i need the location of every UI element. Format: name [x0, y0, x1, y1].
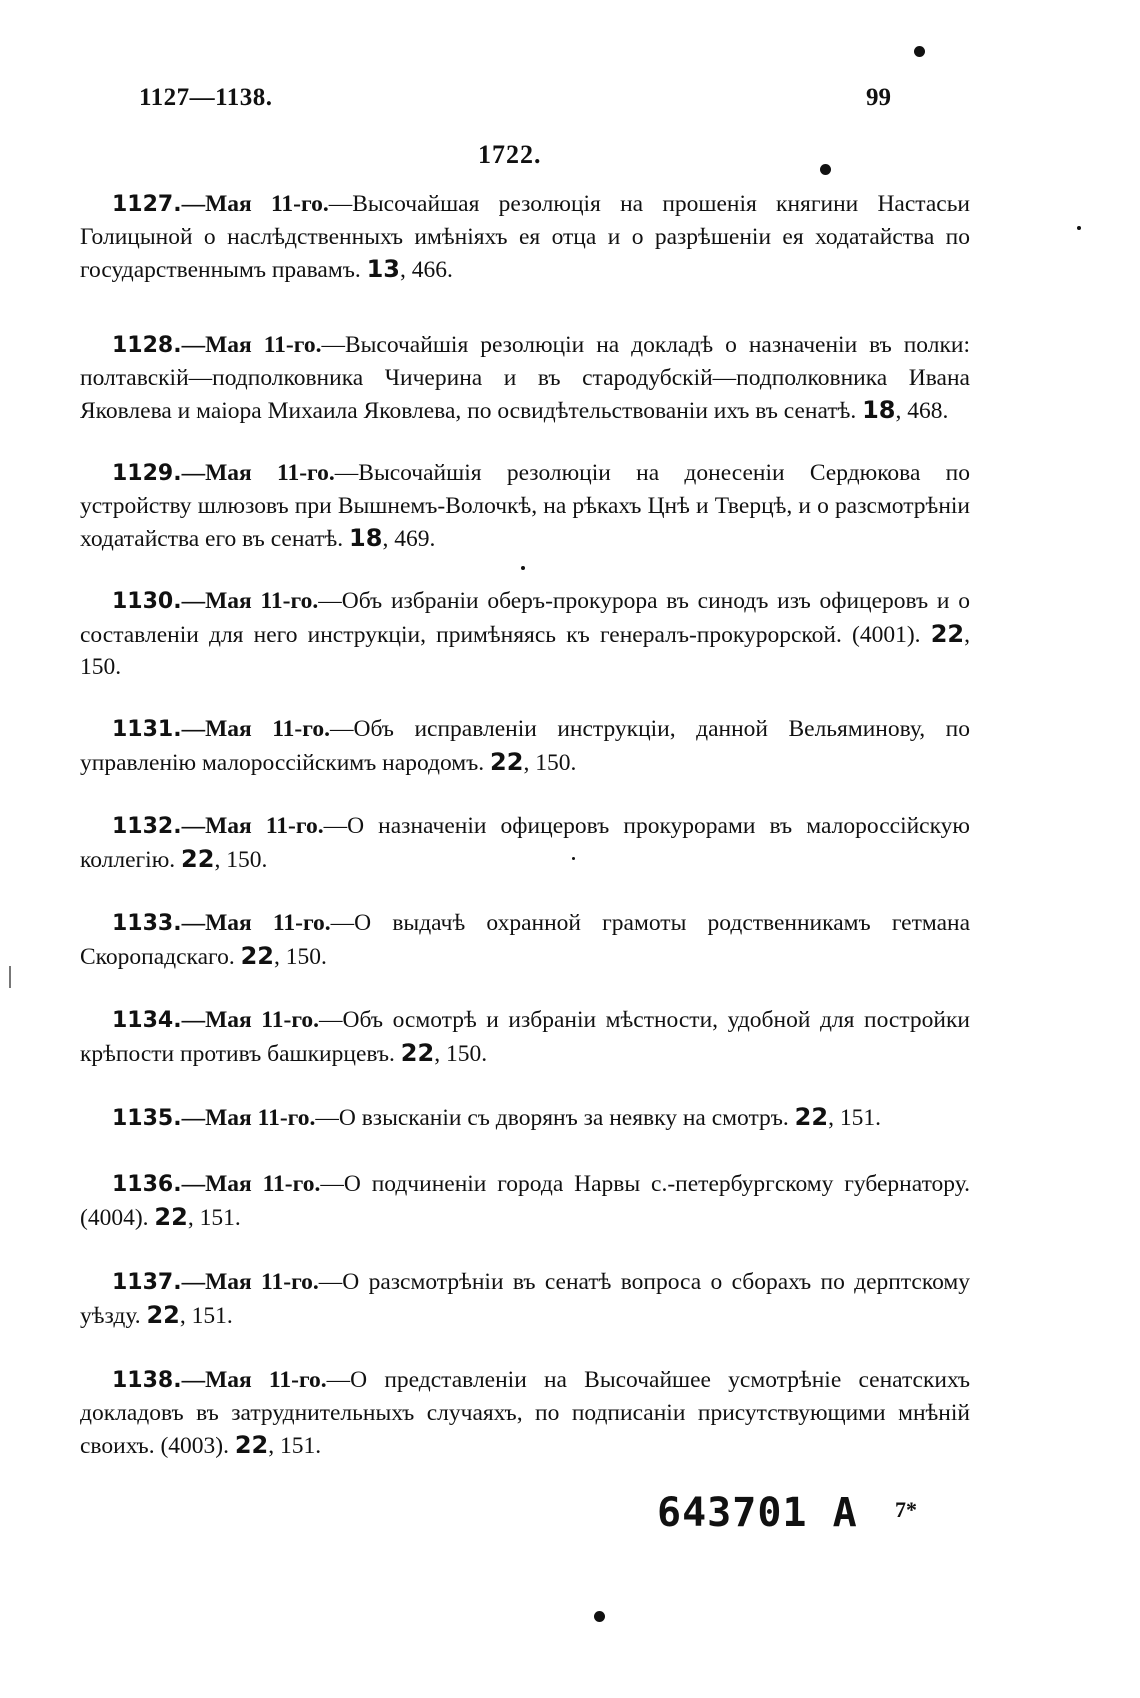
entry-volume: 22	[930, 620, 965, 648]
entry-1137: 1137.—Мая 11-го.—О разсмотрѣніи въ сенатѣ вопроса о сборахъ по дерптскому уѣзду. 22, 151.	[80, 1269, 970, 1329]
ink-speck	[914, 46, 925, 57]
entry-number: 1138.	[112, 1368, 182, 1393]
entry-text: —Высочайшія резолюціи на донесеніи Сердюкова по устройству шлюзовъ при Вышнемъ-Волочкѣ, на рѣкахъ Цнѣ и Тверцѣ, и о разсмотрѣніи ходатайства его въ сенатѣ.	[80, 460, 970, 552]
entry-number: 1128.	[112, 333, 182, 358]
entry-number: 1130.	[112, 589, 182, 614]
entry-1129: 1129.—Мая 11-го.—Высочайшія резолюціи на донесеніи Сердюкова по устройству шлюзовъ при Вышнемъ-Волочкѣ, на рѣкахъ Цнѣ и Тверцѣ, и о разсмотрѣніи ходатайства его въ сенатѣ. 18, 469.	[80, 460, 970, 552]
entry-number: 1137.	[112, 1270, 182, 1295]
entry-volume: 22	[154, 1203, 188, 1231]
entry-volume: 22	[794, 1103, 829, 1131]
entry-number: 1135.	[112, 1106, 182, 1131]
entry-date: —Мая 11-го.	[181, 1007, 320, 1033]
entry-date: —Мая 11-го.	[181, 1171, 321, 1197]
entry-date: —Мая 11-го.	[181, 1367, 327, 1393]
entry-text: —Объ осмотрѣ и избраніи мѣстности, удобной для постройки крѣпости противъ башкирцевъ.	[80, 1007, 970, 1067]
header-entry-range: 1127—1138.	[139, 84, 273, 111]
entry-page: 468.	[907, 398, 949, 424]
entry-volume: 18	[862, 396, 896, 424]
entry-date: —Мая 11-го.	[181, 910, 331, 936]
entry-number: 1134.	[112, 1008, 182, 1033]
entry-page: 151.	[191, 1303, 233, 1329]
header-page-number: 99	[866, 84, 891, 111]
entry-number: 1131.	[112, 717, 182, 742]
entry-page: 151.	[839, 1105, 881, 1131]
entry-text: —О подчиненіи города Нарвы с.-петербургскому губернатору. (4004).	[80, 1171, 970, 1231]
entry-volume: 22	[234, 1431, 269, 1459]
entry-page: 150.	[535, 750, 577, 776]
signature-mark: 7*	[895, 1497, 917, 1522]
entry-volume: 13	[366, 255, 400, 283]
entry-text: —Высочайшія резолюціи на докладѣ о назначеніи въ полки: полтавскій—подполковника Чичерина и въ стародубскій—подполковника Ивана Яковлева и маіора Михаила Яковлева, по освидѣтельствованіи ихъ въ сенатѣ.	[80, 332, 971, 424]
ink-speck	[820, 164, 831, 175]
entry-date: —Мая 11-го.	[181, 191, 329, 217]
entry-volume: 22	[400, 1039, 435, 1067]
entry-number: 1133.	[112, 911, 182, 936]
entry-volume: 18	[349, 524, 383, 552]
entry-text: —Высочайшая резолюція на прошенія княгини Настасьи Голицыной о наслѣдственныхъ имѣніяхъ ея отца и о разрѣшеніи ея ходатайства по государственнымъ правамъ.	[80, 191, 970, 283]
entry-date: —Мая 11-го.	[181, 1269, 319, 1295]
entry-volume: 22	[181, 845, 215, 873]
year-heading: 1722.	[478, 140, 542, 169]
entry-page: 150.	[226, 847, 268, 873]
entry-volume: 22	[490, 748, 524, 776]
entry-text: —О представленіи на Высочайшее усмотрѣніе сенатскихъ докладовъ въ затруднительныхъ случаяхъ, по подписаніи присутствующими мнѣній своихъ. (4003).	[80, 1367, 970, 1459]
ink-speck	[594, 1611, 605, 1622]
entry-date: —Мая 11-го.	[181, 332, 322, 358]
entry-page: 150.	[445, 1041, 488, 1067]
entry-date: —Мая 11-го.	[181, 813, 324, 839]
scan-edge-mark	[9, 966, 11, 988]
entry-1138: 1138.—Мая 11-го.—О представленіи на Высочайшее усмотрѣніе сенатскихъ докладовъ въ затруднительныхъ случаяхъ, по подписаніи присутствующими мнѣній своихъ. (4003). 22, 151.	[80, 1367, 970, 1459]
entry-1135: 1135.—Мая 11-го.—О взысканіи съ дворянъ за неявку на смотръ. 22, 151.	[112, 1103, 881, 1131]
entry-number: 1129.	[112, 461, 182, 486]
entry-text: —О назначеніи офицеровъ прокурорами въ малороссійскую коллегію.	[80, 813, 970, 873]
entry-1134: 1134.—Мая 11-го.—Объ осмотрѣ и избраніи мѣстности, удобной для постройки крѣпости противъ башкирцевъ. 22, 150.	[80, 1007, 970, 1067]
entry-page: 150.	[285, 944, 327, 970]
entry-date: —Мая 11-го.	[181, 1105, 316, 1131]
ink-speck	[521, 566, 525, 570]
entry-volume: 22	[146, 1301, 180, 1329]
entry-volume: 22	[240, 942, 274, 970]
entry-page: 466.	[411, 257, 453, 283]
entry-1130: 1130.—Мая 11-го.—Объ избраніи оберъ-прокурора въ синодъ изъ офицеровъ и о составленіи для него инструкціи, примѣняясь къ генералъ-прокурорской. (4001). 22, 150.	[80, 588, 970, 680]
entry-date: —Мая 11-го.	[181, 716, 330, 742]
entry-text: —Объ исправленіи инструкціи, данной Вельяминову, по управленію малороссійскимъ народомъ.	[80, 716, 970, 776]
entry-number: 1132.	[112, 814, 182, 839]
entry-1136: 1136.—Мая 11-го.—О подчиненіи города Нарвы с.-петербургскому губернатору. (4004). 22, 151.	[80, 1171, 970, 1231]
entry-1131: 1131.—Мая 11-го.—Объ исправленіи инструкціи, данной Вельяминову, по управленію малороссійскимъ народомъ. 22, 150.	[80, 716, 970, 776]
entry-1128: 1128.—Мая 11-го.—Высочайшія резолюціи на докладѣ о назначеніи въ полки: полтавскій—подполковника Чичерина и въ стародубскій—подполковника Ивана Яковлева и маіора Михаила Яковлева, по освидѣтельствованіи ихъ въ сенатѣ. 18, 468.	[80, 332, 971, 424]
entry-1133: 1133.—Мая 11-го.—О выдачѣ охранной грамоты родственникамъ гетмана Скоропадскаго. 22, 150.	[80, 910, 971, 970]
entry-page: 151.	[199, 1205, 241, 1231]
entry-number: 1136.	[112, 1172, 182, 1197]
ink-speck	[572, 857, 575, 860]
entry-1132: 1132.—Мая 11-го.—О назначеніи офицеровъ прокурорами въ малороссійскую коллегію. 22, 150.	[80, 813, 970, 873]
entry-date: —Мая 11-го.	[181, 460, 335, 486]
entry-text: —О взысканіи съ дворянъ за неявку на смотръ.	[315, 1105, 789, 1131]
entry-text: —О разсмотрѣніи въ сенатѣ вопроса о сборахъ по дерптскому уѣзду.	[80, 1269, 970, 1329]
entry-date: —Мая 11-го.	[181, 588, 319, 614]
entry-text: —О выдачѣ охранной грамоты родственникамъ гетмана Скоропадскаго.	[80, 910, 971, 970]
library-stamp: 643701 A	[657, 1490, 858, 1536]
entry-text: —Объ избраніи оберъ-прокурора въ синодъ изъ офицеровъ и о составленіи для него инструкціи, примѣняясь къ генералъ-прокурорской. (4001).	[80, 588, 970, 648]
entry-page: 150.	[80, 654, 122, 680]
ink-speck	[1077, 226, 1081, 230]
entry-page: 469.	[394, 526, 436, 552]
entry-number: 1127.	[112, 192, 182, 217]
entry-page: 151.	[280, 1433, 322, 1459]
entry-1127: 1127.—Мая 11-го.—Высочайшая резолюція на прошенія княгини Настасьи Голицыной о наслѣдственныхъ имѣніяхъ ея отца и о разрѣшеніи ея ходатайства по государственнымъ правамъ. 13, 466.	[80, 191, 970, 283]
